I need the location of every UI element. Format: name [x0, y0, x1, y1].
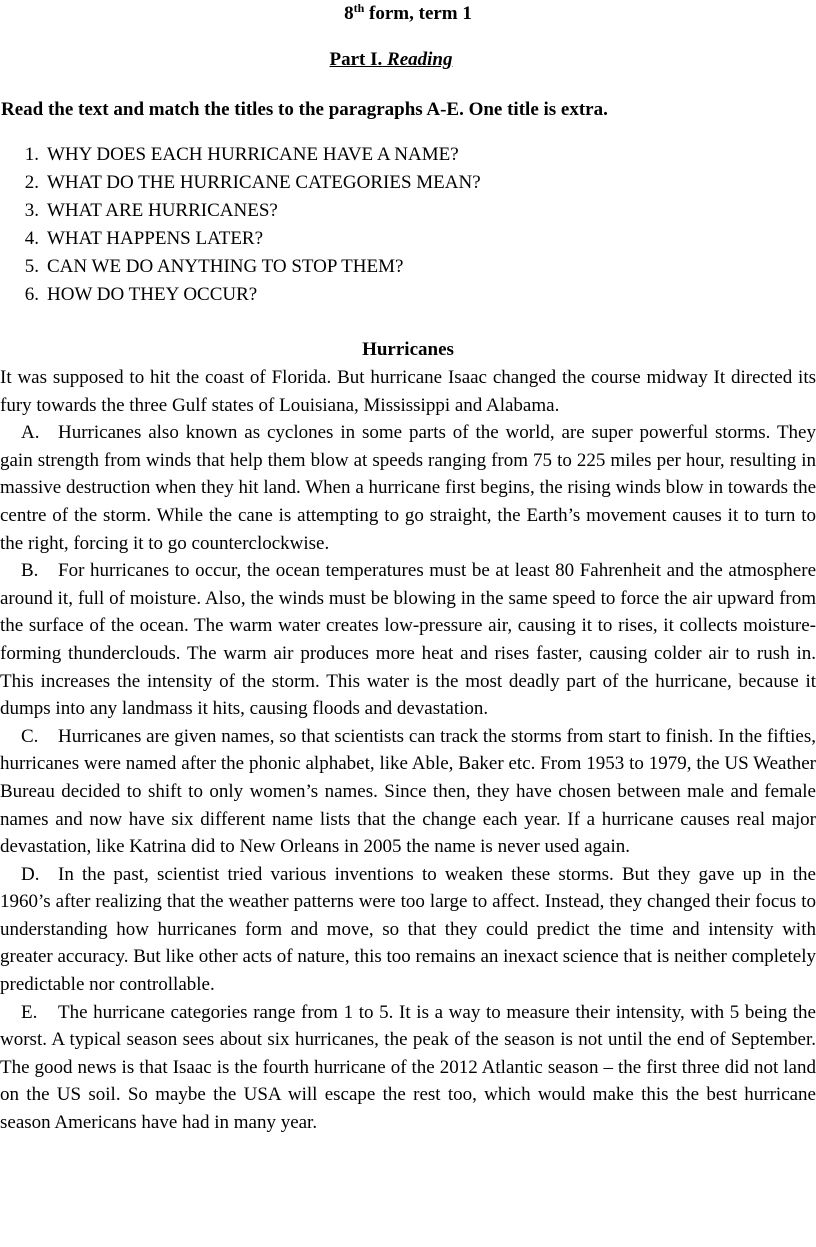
paragraph-a	[0, 419, 816, 557]
form-title	[0, 2, 816, 26]
text-title: Hurricanes	[362, 339, 454, 360]
title-text: WHAT HAPPENS LATER?	[47, 228, 264, 249]
paragraph-c	[0, 723, 816, 861]
form-suffix: th	[353, 1, 365, 15]
title-item	[0, 253, 481, 281]
paragraph-body: The hurricane categories range from 1 to 5. It is a way to measure their intensity, with 5 being the worst. A typical season sees about six hurricanes, the peak of the season is not until the end of September. The good news is that Isaac is the fourth hurricane of the 2012 Atlantic season – the first three did not land on the US soil. So maybe the USA will escape the rest too, which would make this the best hurricane season Americans have had in many year.	[0, 1001, 816, 1134]
title-item	[0, 281, 481, 309]
paragraph-letter: B.	[21, 560, 39, 582]
title-text: WHAT ARE HURRICANES?	[47, 200, 278, 221]
title-item	[0, 197, 481, 225]
titles-list	[0, 141, 481, 309]
title-number: 2.	[24, 172, 39, 193]
intro-paragraph: It was supposed to hit the coast of Florida. But hurricane Isaac changed the course midway It directed its fury towards the three Gulf states of Louisiana, Mississippi and Alabama.	[0, 367, 816, 416]
title-number: 4.	[24, 228, 39, 249]
title-number: 5.	[24, 256, 39, 277]
title-text: WHY DOES EACH HURRICANE HAVE A NAME?	[47, 144, 459, 165]
paragraph-body: For hurricanes to occur, the ocean temperatures must be at least 80 Fahrenheit and the atmosphere around it, full of moisture. Also, the winds must be blowing in the same speed to force the air upward from the surface of the ocean. The warm water creates low-pressure air, causing it to rises, it collects moisture-forming thunderclouds. The warm air produces more heat and rises faster, causing colder air to rush in. This increases the intensity of the storm. This water is the most deadly part of the hurricane, because it dumps into any landmass it hits, causing floods and devastation.	[0, 560, 816, 720]
paragraph-letter: A.	[21, 422, 40, 444]
paragraph-body: In the past, scientist tried various inventions to weaken these storms. But they gave up in the 1960’s after realizing that the weather patterns were too large to affect. Instead, they changed their focus to understanding how hurricanes form and move, so that they could predict the time and intensity with greater accuracy. But like other acts of nature, this too remains an inexact science that is neither completely predictable nor controllable.	[0, 863, 816, 996]
paragraph-letter: E.	[21, 1001, 38, 1023]
title-text: HOW DO THEY OCCUR?	[47, 284, 258, 305]
part-name: Reading	[387, 49, 453, 70]
title-text: CAN WE DO ANYTHING TO STOP THEM?	[47, 256, 404, 277]
paragraph-body: Hurricanes also known as cyclones in some parts of the world, are super powerful storms. They gain strength from winds that help them blow at speeds ranging from 75 to 225 miles per hour, resulting in massive destruction when they hit land. When a hurricane first begins, the rising winds blow in towards the centre of the storm. While the cane is attempting to go straight, the Earth’s movement causes it to turn to the right, forcing it to go counterclockwise.	[0, 422, 816, 554]
task-instruction: Read the text and match the titles to the paragraphs A-E. One title is extra.	[1, 99, 608, 120]
paragraph-letter: C.	[21, 725, 39, 747]
form-number: 8	[344, 3, 354, 24]
title-number: 3.	[24, 200, 39, 221]
title-item	[0, 141, 481, 169]
reading-text	[0, 364, 816, 1137]
title-text: WHAT DO THE HURRICANE CATEGORIES MEAN?	[47, 172, 481, 193]
paragraph-d	[0, 861, 816, 999]
title-item	[0, 225, 481, 253]
title-item	[0, 169, 481, 197]
paragraph-body: Hurricanes are given names, so that scientists can track the storms from start to finish. In the fifties, hurricanes were named after the phonic alphabet, like Able, Baker etc. From 1953 to 1979, the US Weather Bureau decided to shift to only women’s names. Since then, they have chosen between male and female names and now have six different name lists that the change each year. If a hurricane causes real major devastation, like Katrina did to New Orleans in 2005 the name is never used again.	[0, 725, 816, 858]
paragraph-letter: D.	[21, 863, 40, 885]
part-title	[0, 48, 782, 72]
title-number: 6.	[24, 284, 39, 305]
paragraph-b	[0, 557, 816, 723]
part-label: Part I.	[329, 49, 383, 70]
title-number: 1.	[24, 144, 39, 165]
paragraph-e	[0, 999, 816, 1137]
form-rest: form, term 1	[364, 3, 472, 24]
